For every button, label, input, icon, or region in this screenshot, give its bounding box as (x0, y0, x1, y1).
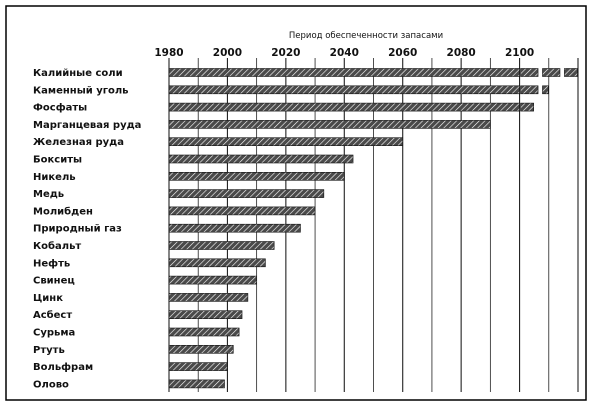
bar (169, 311, 242, 319)
category-label: Цинк (33, 292, 63, 304)
bar (169, 69, 520, 77)
category-label: Железная руда (33, 137, 125, 149)
bar-extension-segment (542, 86, 548, 94)
bar (169, 363, 227, 371)
category-label: Калийные соли (33, 68, 123, 79)
category-label: Медь (33, 189, 65, 201)
bar (169, 103, 520, 111)
bar (169, 293, 248, 301)
x-tick-label: 2020 (271, 47, 301, 59)
bar (169, 242, 274, 250)
bar (169, 207, 315, 215)
category-label: Олово (33, 379, 69, 391)
category-label: Кобальт (33, 241, 82, 252)
bar (169, 120, 490, 128)
bar (169, 345, 233, 353)
category-labels (33, 68, 141, 390)
category-label: Вольфрам (33, 362, 94, 374)
category-label: Сурьма (33, 327, 76, 339)
x-tick-label: 2080 (446, 47, 476, 59)
category-label: Никель (33, 171, 76, 183)
category-label: Свинец (33, 275, 75, 287)
bar-extension-segment (564, 69, 577, 77)
category-label: Бокситы (33, 154, 83, 166)
bar (169, 276, 257, 284)
category-label: Асбест (33, 310, 73, 322)
category-label: Природный газ (33, 223, 122, 235)
bar-extension-segment (542, 69, 559, 77)
x-tick-label: 2040 (329, 47, 359, 59)
chart-frame (6, 6, 586, 400)
bar-extension-segment (521, 69, 538, 77)
x-tick-label: 2000 (212, 47, 243, 59)
bar (169, 259, 265, 267)
category-label: Фосфаты (33, 102, 88, 114)
category-label: Марганцевая руда (33, 119, 142, 131)
x-tick-labels (154, 47, 534, 59)
x-tick-label: 1980 (154, 47, 184, 59)
category-label: Нефть (33, 258, 71, 270)
x-tick-label: 2060 (388, 47, 418, 59)
x-tick-label: 2100 (504, 47, 535, 59)
bar (169, 224, 300, 232)
bar-extension-segment (521, 103, 534, 111)
bar (169, 380, 225, 388)
bar (169, 328, 239, 336)
category-label: Каменный уголь (33, 85, 129, 97)
bar (169, 155, 353, 163)
category-label: Молибден (33, 206, 93, 218)
bar (169, 138, 403, 146)
bar (169, 190, 324, 198)
bar-extension-segment (521, 86, 538, 94)
bar (169, 172, 344, 180)
bar (169, 86, 520, 94)
chart-title: Период обеспеченности запасами (288, 31, 444, 41)
category-label: Ртуть (33, 344, 65, 356)
